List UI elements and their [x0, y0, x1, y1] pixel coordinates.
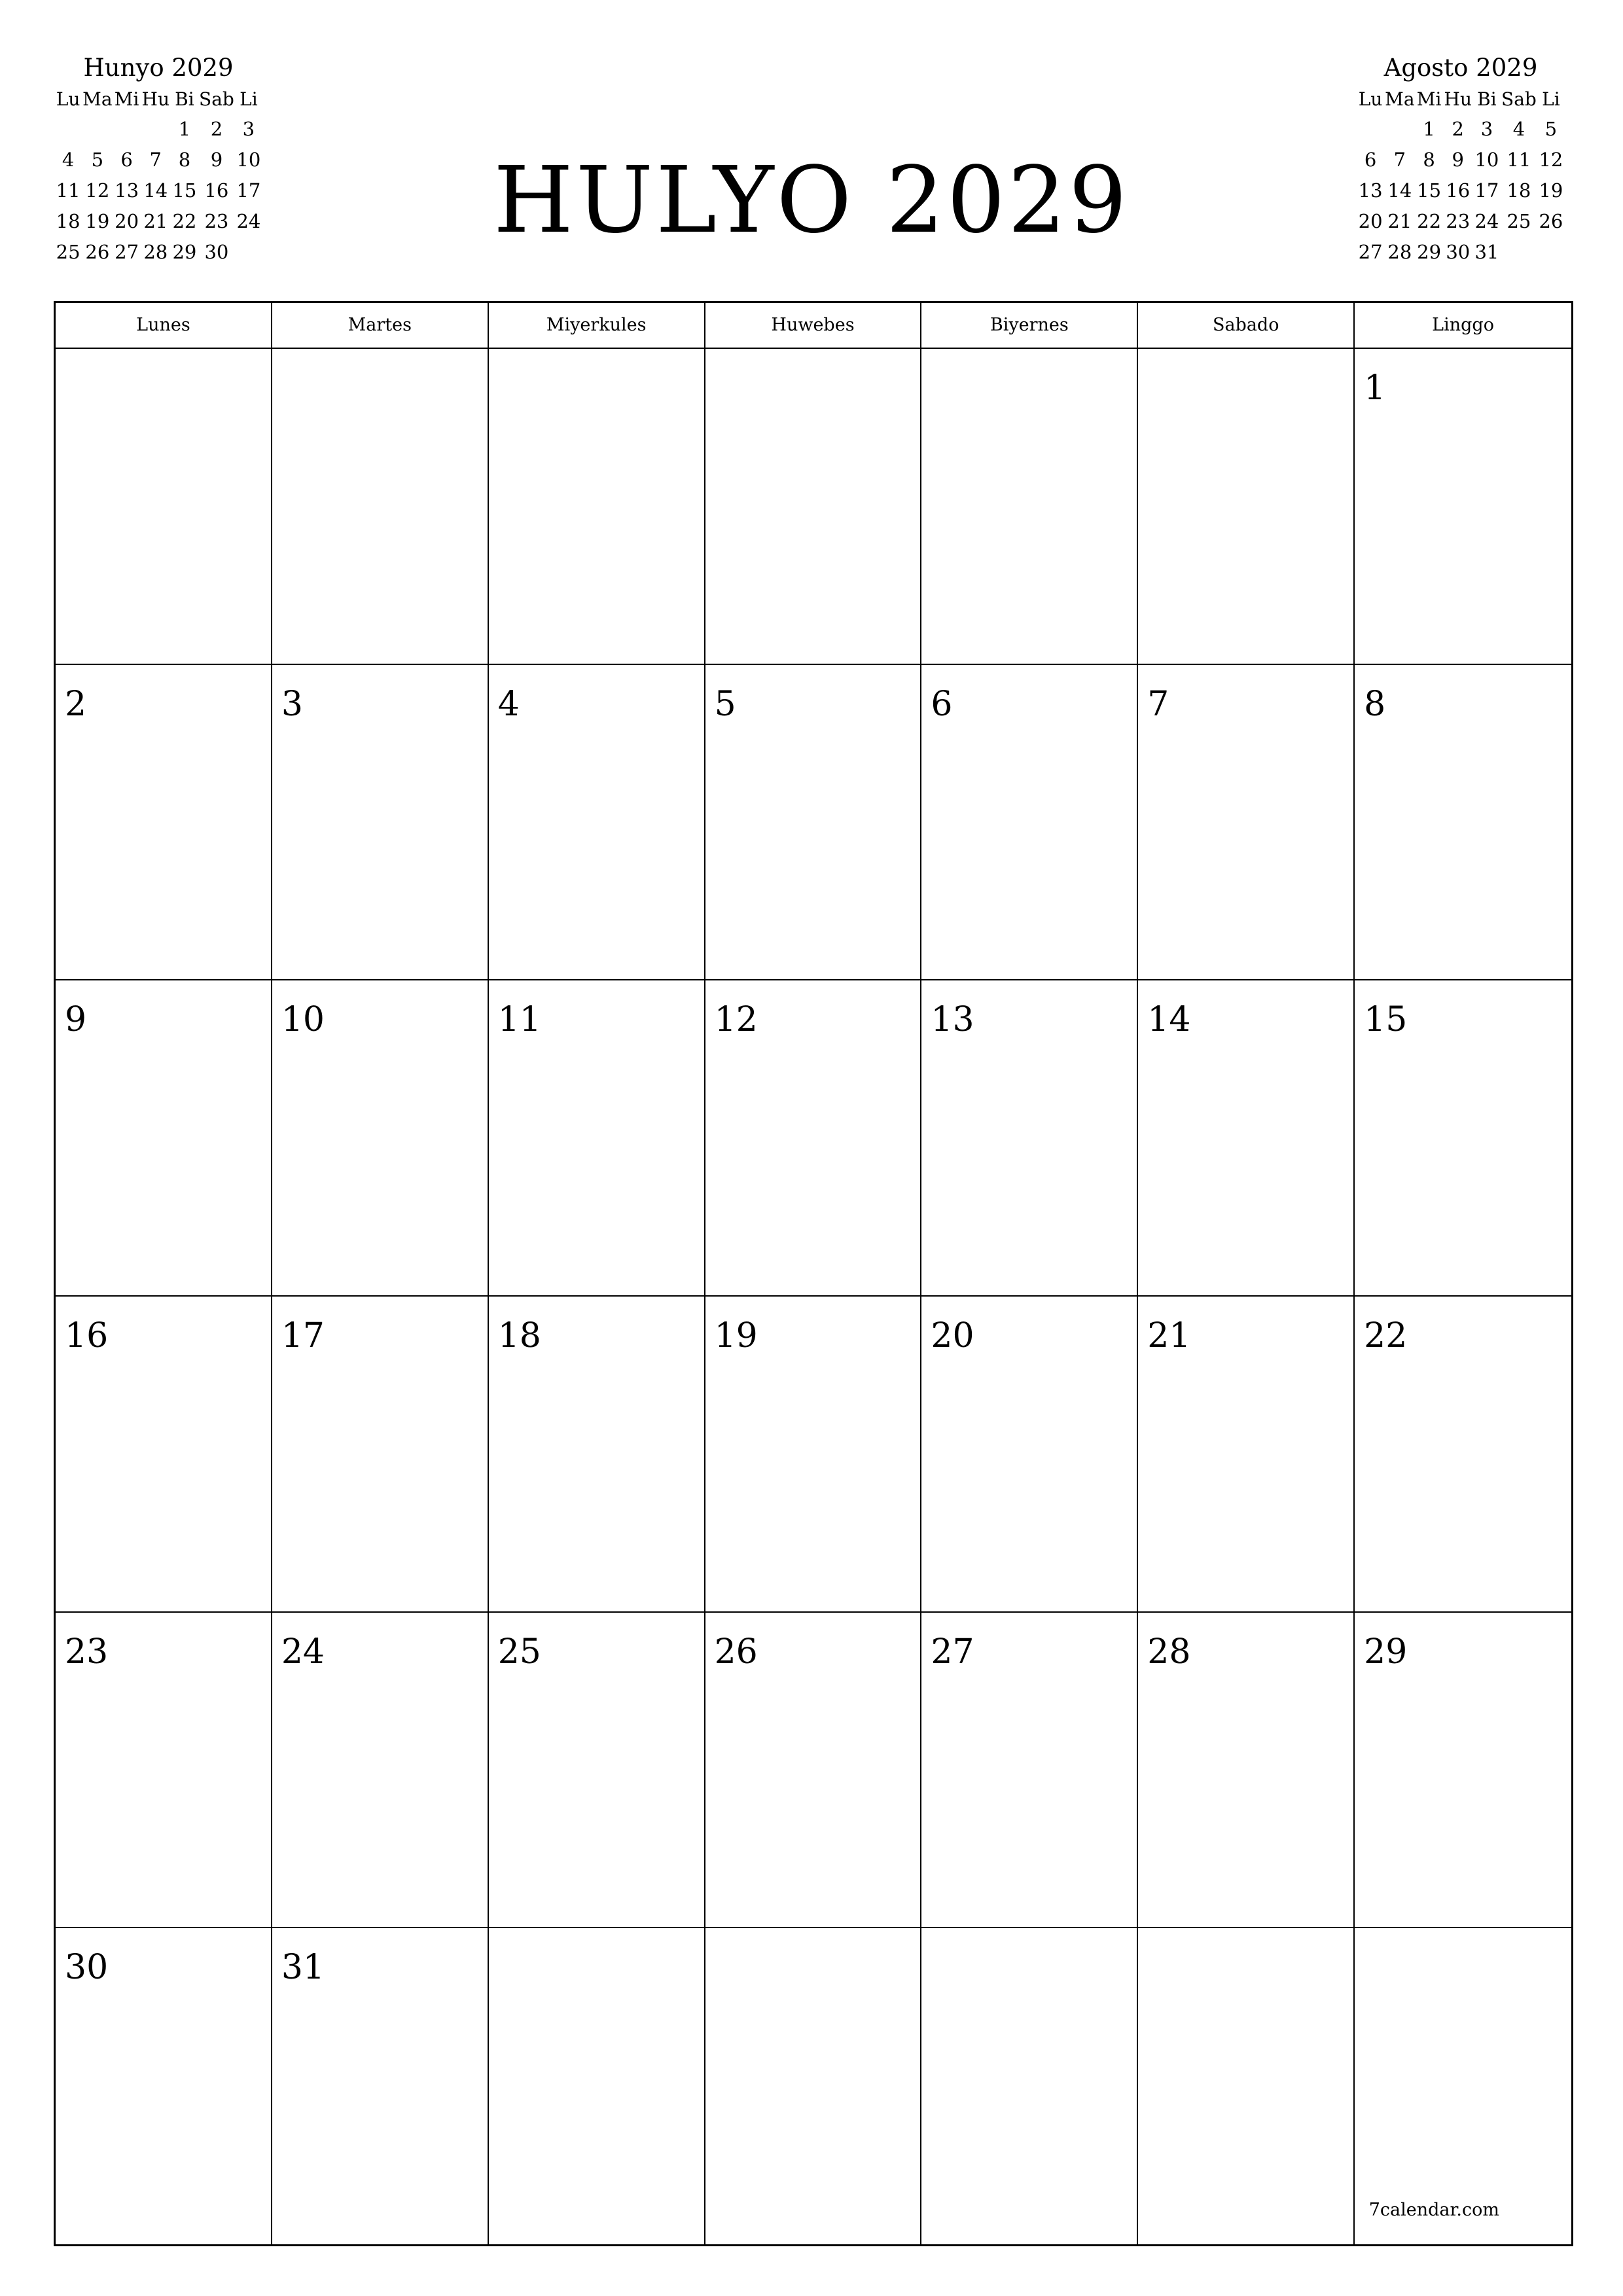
day-number: 16 — [65, 1316, 109, 1355]
mini-day: 12 — [85, 179, 110, 202]
day-cell — [489, 665, 705, 981]
mini-weekday-label: Hu — [1444, 88, 1472, 110]
day-number: 29 — [1364, 1632, 1408, 1672]
mini-day: 13 — [115, 179, 139, 202]
day-cell — [272, 1928, 489, 2244]
mini-day — [1356, 114, 1385, 145]
day-number: 23 — [65, 1632, 109, 1672]
mini-weekday-label: Bi — [1477, 88, 1497, 110]
mini-day: 9 — [210, 149, 223, 171]
day-number: 1 — [1364, 368, 1386, 408]
mini-day — [1537, 237, 1565, 268]
day-cell — [1355, 980, 1571, 1297]
weekday-header: Biyernes — [921, 303, 1138, 349]
weekday-header: Huwebes — [705, 303, 922, 349]
weekday-header: Linggo — [1355, 303, 1571, 349]
mini-weekday-label: Mi — [114, 88, 139, 110]
day-number: 12 — [714, 1000, 758, 1040]
mini-weekday-label: Sab — [1501, 88, 1537, 110]
mini-day — [1385, 114, 1414, 145]
day-number: 25 — [497, 1632, 541, 1672]
site-credit: 7calendar.com — [1368, 2199, 1499, 2220]
mini-day: 22 — [172, 210, 197, 232]
mini-day: 17 — [236, 179, 261, 202]
mini-day: 27 — [115, 241, 139, 263]
mini-day: 16 — [1446, 179, 1471, 202]
weekday-header: Miyerkules — [489, 303, 705, 349]
weekday-header: Martes — [272, 303, 489, 349]
day-number: 27 — [931, 1632, 974, 1672]
day-number: 10 — [281, 1000, 325, 1040]
day-number: 13 — [931, 1000, 974, 1040]
day-cell — [272, 1613, 489, 1929]
day-cell — [1138, 349, 1355, 665]
mini-weekday-label: Hu — [141, 88, 169, 110]
mini-day: 1 — [178, 118, 191, 140]
day-cell — [1138, 980, 1355, 1297]
mini-day: 7 — [1393, 149, 1406, 171]
mini-weekday-label: Li — [240, 88, 258, 110]
day-cell — [489, 1297, 705, 1613]
mini-day: 8 — [178, 149, 191, 171]
mini-calendar-title: Hunyo 2029 — [83, 54, 234, 82]
mini-day: 15 — [1417, 179, 1442, 202]
day-cell — [705, 1928, 922, 2244]
mini-weekday-label: Li — [1542, 88, 1560, 110]
mini-day: 6 — [120, 149, 133, 171]
day-cell — [1138, 1928, 1355, 2244]
day-cell — [489, 349, 705, 665]
mini-day — [113, 114, 141, 145]
day-cell — [56, 349, 272, 665]
day-cell — [1355, 349, 1571, 665]
mini-day: 30 — [204, 241, 229, 263]
day-number: 18 — [497, 1316, 541, 1355]
day-number: 24 — [281, 1632, 325, 1672]
day-cell — [921, 980, 1138, 1297]
mini-day: 27 — [1358, 241, 1383, 263]
day-number: 30 — [65, 1948, 109, 1988]
mini-day: 3 — [242, 118, 255, 140]
mini-day: 26 — [1539, 210, 1563, 232]
mini-calendar-next-month — [1356, 51, 1565, 268]
weekday-header: Sabado — [1138, 303, 1355, 349]
mini-day: 3 — [1480, 118, 1493, 140]
day-cell — [56, 1297, 272, 1613]
mini-day: 23 — [1446, 210, 1471, 232]
day-number: 6 — [931, 684, 953, 724]
mini-day: 19 — [85, 210, 110, 232]
day-number: 11 — [497, 1000, 541, 1040]
day-number: 19 — [714, 1316, 758, 1355]
mini-day: 10 — [1474, 149, 1499, 171]
day-cell — [921, 665, 1138, 981]
day-cell — [1138, 1297, 1355, 1613]
mini-day: 18 — [1507, 179, 1531, 202]
mini-day: 11 — [1507, 149, 1531, 171]
day-cell — [272, 1297, 489, 1613]
mini-day: 19 — [1539, 179, 1563, 202]
mini-weekday-label: Sab — [199, 88, 234, 110]
day-cell — [1355, 1613, 1571, 1929]
mini-day — [1501, 237, 1537, 268]
mini-day: 6 — [1364, 149, 1377, 171]
day-number: 31 — [281, 1948, 325, 1988]
day-cell — [1138, 665, 1355, 981]
mini-day: 28 — [143, 241, 168, 263]
mini-day: 24 — [1474, 210, 1499, 232]
mini-day — [141, 114, 170, 145]
day-cell — [921, 1928, 1138, 2244]
day-number: 9 — [65, 1000, 87, 1040]
day-cell — [56, 980, 272, 1297]
day-number: 21 — [1147, 1316, 1191, 1355]
mini-day: 13 — [1358, 179, 1383, 202]
mini-day: 8 — [1423, 149, 1435, 171]
mini-day: 2 — [210, 118, 223, 140]
mini-day: 21 — [143, 210, 168, 232]
day-cell — [705, 1613, 922, 1929]
mini-day — [82, 114, 112, 145]
day-cell — [272, 665, 489, 981]
mini-calendar-grid — [1356, 85, 1565, 268]
day-number: 4 — [497, 684, 520, 724]
mini-day: 17 — [1474, 179, 1499, 202]
mini-day: 5 — [1544, 118, 1558, 140]
day-number: 7 — [1147, 684, 1169, 724]
mini-day: 31 — [1474, 241, 1499, 263]
mini-weekday-label: Lu — [1358, 88, 1383, 110]
mini-day: 22 — [1417, 210, 1442, 232]
mini-day: 4 — [1512, 118, 1525, 140]
day-cell — [489, 1928, 705, 2244]
mini-weekday-label: Ma — [1385, 88, 1415, 110]
mini-day: 4 — [62, 149, 75, 171]
mini-weekday-label: Mi — [1416, 88, 1442, 110]
mini-day: 24 — [236, 210, 261, 232]
day-cell — [272, 349, 489, 665]
mini-weekday-label: Bi — [175, 88, 194, 110]
mini-day: 14 — [1387, 179, 1412, 202]
mini-day: 29 — [1417, 241, 1442, 263]
mini-day: 11 — [56, 179, 80, 202]
day-cell — [705, 980, 922, 1297]
day-cell — [1355, 665, 1571, 981]
mini-day: 10 — [236, 149, 261, 171]
day-cell — [489, 1613, 705, 1929]
day-number: 26 — [714, 1632, 758, 1672]
day-cell — [705, 665, 922, 981]
mini-day: 26 — [85, 241, 110, 263]
day-cell — [1355, 1297, 1571, 1613]
mini-day: 30 — [1446, 241, 1471, 263]
mini-day: 25 — [56, 241, 80, 263]
mini-calendar-title: Agosto 2029 — [1383, 54, 1538, 82]
mini-weekday-label: Ma — [82, 88, 113, 110]
day-cell — [921, 1613, 1138, 1929]
day-number: 15 — [1364, 1000, 1408, 1040]
day-number: 5 — [714, 684, 736, 724]
day-number: 28 — [1147, 1632, 1191, 1672]
mini-day: 5 — [91, 149, 104, 171]
mini-day: 20 — [115, 210, 139, 232]
mini-day: 15 — [172, 179, 197, 202]
mini-weekday-label: Lu — [56, 88, 80, 110]
month-grid — [54, 301, 1573, 2246]
mini-day — [54, 114, 82, 145]
mini-day: 18 — [56, 210, 80, 232]
mini-day: 21 — [1387, 210, 1412, 232]
day-cell — [272, 980, 489, 1297]
day-number: 2 — [65, 684, 87, 724]
mini-day: 23 — [204, 210, 229, 232]
mini-day: 29 — [172, 241, 197, 263]
mini-day: 2 — [1452, 118, 1464, 140]
day-cell — [56, 665, 272, 981]
day-cell — [705, 349, 922, 665]
day-cell — [921, 1297, 1138, 1613]
day-number: 14 — [1147, 1000, 1191, 1040]
mini-day: 20 — [1358, 210, 1383, 232]
day-number: 17 — [281, 1316, 325, 1355]
day-cell — [1355, 1928, 1571, 2244]
mini-day: 16 — [204, 179, 229, 202]
day-cell — [56, 1928, 272, 2244]
day-number: 8 — [1364, 684, 1386, 724]
mini-day: 1 — [1423, 118, 1435, 140]
page-title: HULYO 2029 — [493, 147, 1130, 254]
mini-day: 7 — [149, 149, 162, 171]
day-cell — [705, 1297, 922, 1613]
day-cell — [56, 1613, 272, 1929]
day-number: 22 — [1364, 1316, 1408, 1355]
day-number: 20 — [931, 1316, 974, 1355]
day-cell — [489, 980, 705, 1297]
day-cell — [1138, 1613, 1355, 1929]
day-cell — [921, 349, 1138, 665]
mini-day: 12 — [1539, 149, 1563, 171]
mini-day: 28 — [1387, 241, 1412, 263]
weekday-header: Lunes — [56, 303, 272, 349]
mini-day: 14 — [143, 179, 168, 202]
mini-day: 25 — [1507, 210, 1531, 232]
day-number: 3 — [281, 684, 303, 724]
mini-day: 9 — [1452, 149, 1464, 171]
